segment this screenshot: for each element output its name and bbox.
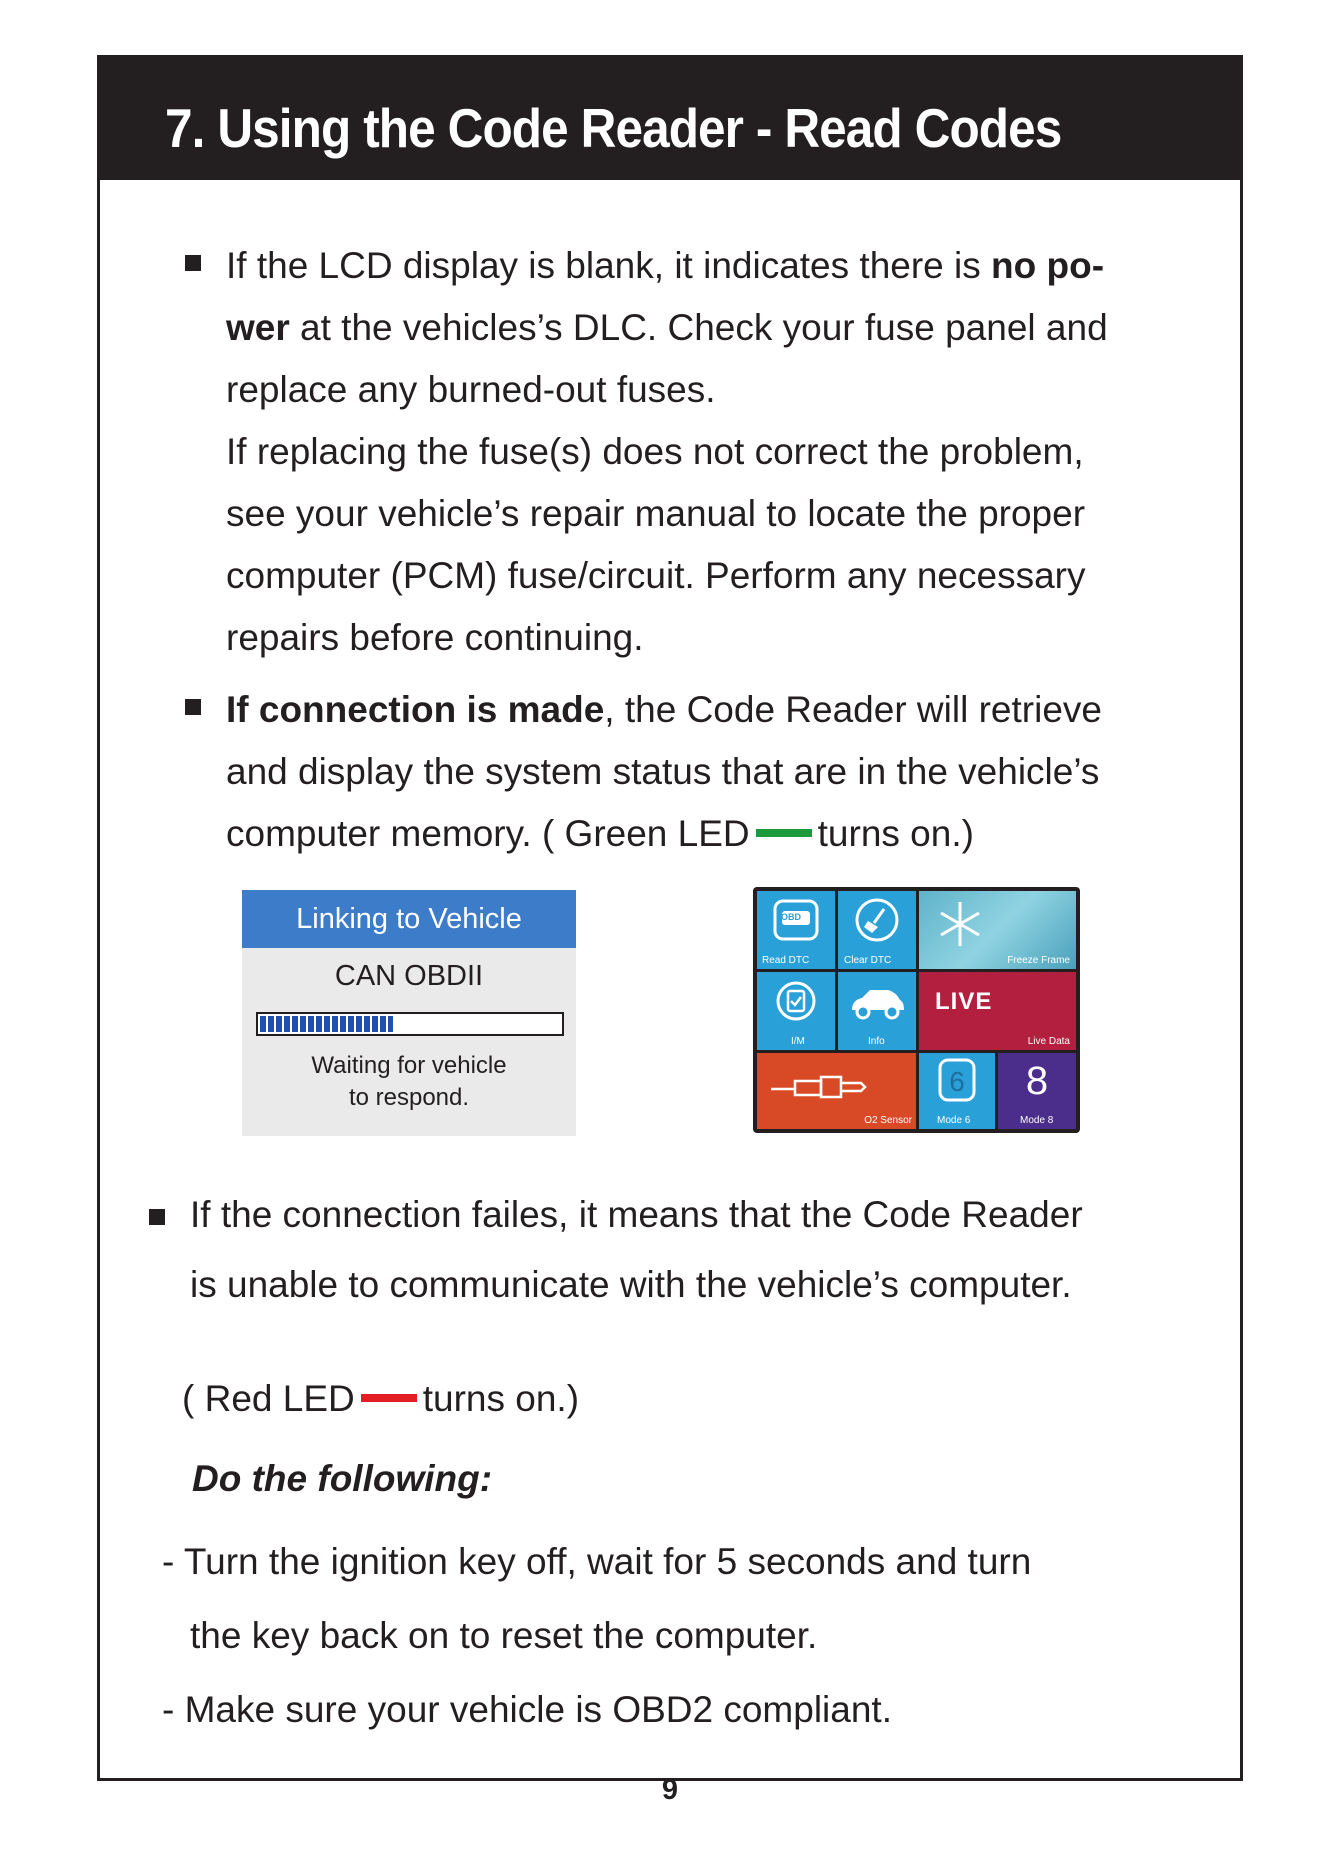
page-frame <box>97 55 1243 1806</box>
im-tile <box>757 972 835 1050</box>
text: at the vehicles’s DLC. Check your fuse panel and <box>289 307 1108 348</box>
text-line: computer (PCM) fuse/circuit. Perform any necessary <box>226 555 1086 596</box>
mode8-tile <box>998 1053 1076 1129</box>
bold-text: no po- <box>991 245 1105 286</box>
read-dtc-tile <box>757 891 835 969</box>
page-title: 7. Using the Code Reader - Read Codes <box>165 97 1062 159</box>
obd-badge: OBD <box>781 912 801 922</box>
clipboard-check-icon <box>775 980 817 1022</box>
text-line: If the connection failes, it means that the Code Reader <box>190 1194 1083 1235</box>
bold-text: If connection is made <box>226 689 605 730</box>
mode6-icon <box>937 1057 977 1103</box>
steps-list <box>162 1525 1162 1747</box>
lcd-message-line: Waiting for vehicle <box>311 1052 507 1079</box>
text-line: If replacing the fuse(s) does not correct the problem, <box>226 431 1084 472</box>
mode6-tile <box>919 1053 995 1129</box>
o2-sensor-tile <box>757 1053 916 1129</box>
tile-label: Clear DTC <box>844 955 892 966</box>
tile-label: Info <box>868 1036 885 1047</box>
bullet-square-icon <box>149 1209 165 1225</box>
green-led-icon <box>756 829 812 837</box>
heading-text: Do the following: <box>192 1458 493 1499</box>
tile-label: Mode 8 <box>1020 1115 1054 1126</box>
step-line: - Turn the ignition key off, wait for 5 seconds and turn <box>162 1541 1032 1582</box>
lcd-message-line: to respond. <box>348 1084 470 1111</box>
text-line: see your vehicle’s repair manual to locate the proper <box>226 493 1086 534</box>
clear-dtc-tile <box>838 891 916 969</box>
text: , the Code Reader will retrieve <box>604 689 1102 730</box>
connection-fails-paragraph <box>190 1180 1190 1320</box>
section-header <box>100 58 1240 180</box>
text-line: is unable to communicate with the vehicle’s computer. <box>190 1264 1072 1305</box>
do-following-heading <box>192 1448 1192 1510</box>
page-number: 9 <box>661 1774 679 1806</box>
text: If the LCD display is blank, it indicates there is <box>226 245 992 286</box>
no-power-paragraph <box>226 235 1226 669</box>
linking-screen-image <box>242 890 576 1136</box>
lcd-protocol: CAN OBDII <box>334 960 484 992</box>
text: turns on.) <box>817 813 974 854</box>
tile-label: Live Data <box>1027 1036 1070 1047</box>
main-menu-screen-image <box>753 887 1080 1133</box>
connection-made-paragraph <box>226 679 1226 865</box>
text: turns on.) <box>422 1378 580 1419</box>
red-led-icon <box>361 1394 417 1402</box>
tile-label: I/M <box>791 1036 805 1047</box>
text-line: and display the system status that are in the vehicle’s <box>226 751 1100 792</box>
text-line: repairs before continuing. <box>226 617 644 658</box>
bullet-square-icon <box>185 699 201 715</box>
progress-bar-fill <box>260 1016 393 1032</box>
text: ( Red LED <box>182 1378 355 1419</box>
bold-text: wer <box>226 307 290 348</box>
tile-label: Read DTC <box>762 955 810 966</box>
car-icon <box>848 986 906 1020</box>
live-data-tile <box>919 972 1076 1050</box>
o2-sensor-icon <box>769 1073 879 1099</box>
live-label: LIVE <box>935 988 993 1015</box>
bullet-square-icon <box>185 255 201 271</box>
text-line: replace any burned-out fuses. <box>226 369 716 410</box>
freeze-frame-tile <box>919 891 1076 969</box>
snowflake-icon <box>935 899 985 949</box>
progress-bar <box>256 1012 564 1036</box>
lcd-message <box>242 1050 576 1114</box>
tile-label: Freeze Frame <box>1007 955 1070 966</box>
svg-text:6: 6 <box>949 1066 965 1097</box>
broom-icon <box>854 897 900 943</box>
tile-label: Mode 6 <box>937 1115 971 1126</box>
tile-label: O2 Sensor <box>864 1115 912 1126</box>
lcd-title: Linking to Vehicle <box>242 890 576 948</box>
info-tile <box>838 972 916 1050</box>
red-led-line <box>182 1374 1182 1424</box>
text: computer memory. ( Green LED <box>226 813 750 854</box>
step-line: the key back on to reset the computer. <box>190 1615 818 1656</box>
mode8-number: 8 <box>1025 1059 1049 1103</box>
step-line: - Make sure your vehicle is OBD2 compliant. <box>162 1689 892 1730</box>
